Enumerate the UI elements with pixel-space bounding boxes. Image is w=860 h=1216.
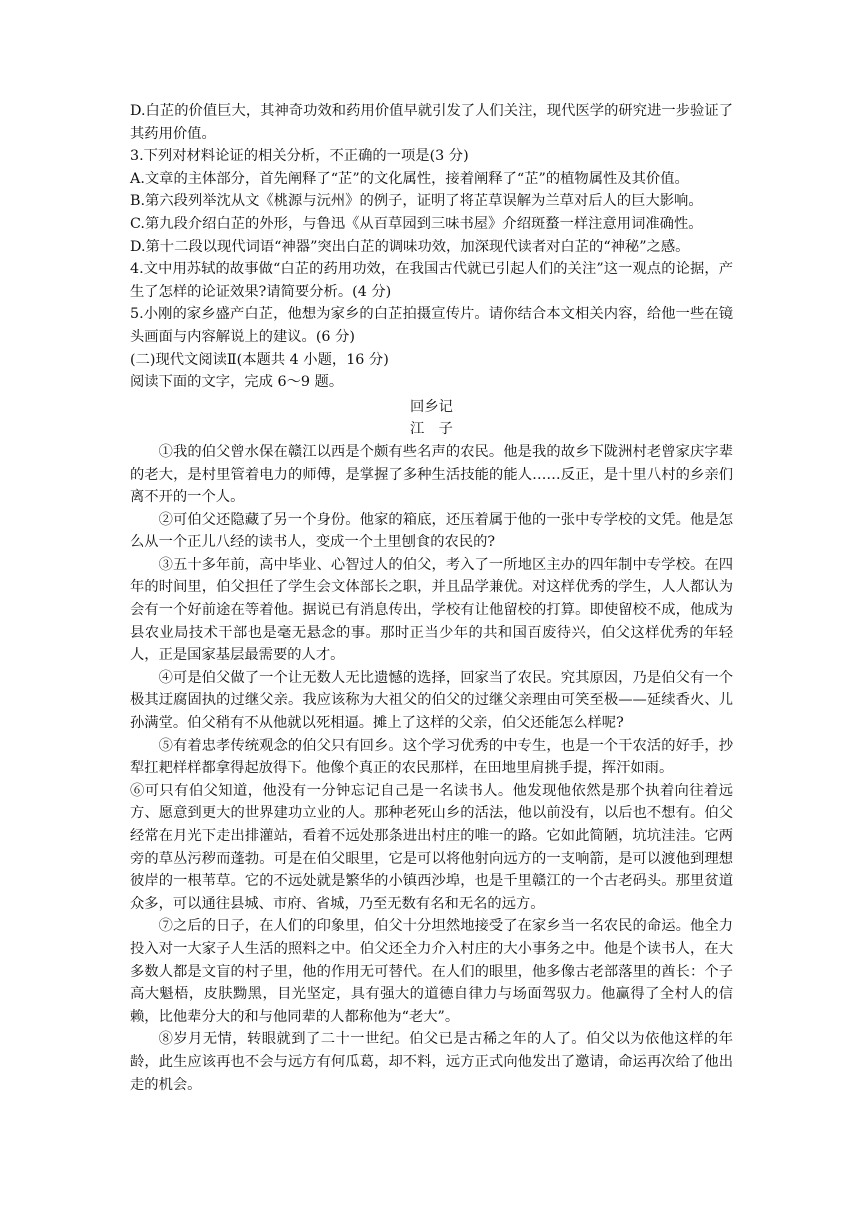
question-5: 5.小刚的家乡盛产白芷，他想为家乡的白芷拍摄宣传片。请你结合本文相关内容，给他一些在镜头画面与内容解说上的建议。(6 分) [130, 306, 733, 345]
paragraph-1: ①我的伯父曾水保在赣江以西是个颇有些名声的农民。他是我的故乡下陇洲村老曾家庆字辈的老大，是村里管着电力的师傅，是掌握了多种生活技能的能人……反正，是十里八村的乡亲们离不开的一个人。 [130, 443, 733, 506]
question-4: 4.文中用苏轼的故事做“白芷的药用功效，在我国古代就已引起人们的关注”这一观点的论据，产生了怎样的论证效果?请简要分析。(4 分) [130, 261, 733, 300]
article-author: 江子 [410, 421, 468, 438]
question-3: 3.下列对材料论证的相关分析，不正确的一项是(3 分) [130, 148, 469, 165]
paragraph-3: ③五十多年前，高中毕业、心智过人的伯父，考入了一所地区主办的四年制中专学校。在四年的时间里，伯父担任了学生会文体部长之职，并且品学兼优。对这样优秀的学生，人人都认为会有一个好前途在等着他。据说已有消息传出，学校有让他留校的打算。即使留校不成，他成为县农业局技术干部也是毫无悬念的事。那时正当少年的共和国百废待兴，伯父这样优秀的年轻人，正是国家基层最需要的人才。 [130, 556, 733, 664]
paragraph-8: ⑧岁月无情，转眼就到了二十一世纪。伯父已是古稀之年的人了。伯父以为依他这样的年龄，此生应该再也不会与远方有何瓜葛，却不料，远方正式向他发出了邀请，命运再次给了他出走的机会。 [130, 1031, 733, 1093]
paragraph-6: ⑥可只有伯父知道，他没有一分钟忘记自己是一名读书人。他发现他依然是那个执着向往着远方、愿意到更大的世界建功立业的人。那种老死山乡的活法，他以前没有，以后也不想有。伯父经常在月光下走出排灌站，看着不远处那条进出村庄的唯一的路。它如此简陋，坑坑洼洼。它两旁的草丛污秽而蓬勃。可是在伯父眼里，它是可以将他射向远方的一支响箭，是可以渡他到理想彼岸的一根苇草。它的不远处就是繁华的小镇西沙埠，也是千里赣江的一个古老码头。那里贫道众多，可以通往县城、市府、省城，乃至无数有名和无名的远方。 [130, 782, 733, 912]
document-page [130, 100, 733, 1096]
option-d: D.第十二段以现代词语“神器”突出白芷的调味功效，加深现代读者对白芷的“神秘”之感。 [130, 238, 690, 255]
option-c: C.第九段介绍白芷的外形，与鲁迅《从百草园到三味书屋》介绍斑蝥一样注意用词准确性。 [130, 215, 703, 232]
option-b: B.第六段列举沈从文《桃源与沅州》的例子，证明了将芷草误解为兰草对后人的巨大影响。 [130, 193, 703, 210]
option-d-text: D.白芷的价值巨大，其神奇功效和药用价值早就引发了人们关注，现代医学的研究进一步验证了其药用价值。 [130, 103, 733, 142]
paragraph-5: ⑤有着忠孝传统观念的伯父只有回乡。这个学习优秀的中专生，也是一个干农活的好手，抄犁扛耙样样都拿得起放得下。他像个真正的农民那样，在田地里肩挑手提，挥汗如雨。 [130, 737, 733, 777]
paragraph-7: ⑦之后的日子，在人们的印象里，伯父十分坦然地接受了在家乡当一名农民的命运。他全力投入对一大家子人生活的照料之中。伯父还全力介入村庄的大小事务之中。他是个读书人，在大多数人都是文盲的村子里，他的作用无可替代。在人们的眼里，他多像古老部落里的酋长：个子高大魁梧，皮肤黝黑，目光坚定，具有强大的道德自律力与场面驾驭力。他赢得了全村人的信赖，比他辈分大的和与他同辈的人都称他为“老大”。 [130, 918, 733, 1025]
option-a: A.文章的主体部分，首先阐释了“芷”的文化属性，接着阐释了“芷”的植物属性及其价值。 [130, 170, 689, 187]
section-heading: (二)现代文阅读Ⅱ(本题共 4 小题，16 分) [130, 351, 389, 368]
reading-instruction: 阅读下面的文字，完成 6～9 题。 [130, 374, 344, 391]
paragraph-4: ④可是伯父做了一个让无数人无比遗憾的选择，回家当了农民。究其原因，乃是伯父有一个极其迂腐固执的过继父亲。我应该称为大祖父的伯父的过继父亲理由可笑至极——延续香火、儿孙满堂。伯父稍有不从他就以死相逼。摊上了这样的父亲，伯父还能怎么样呢? [130, 669, 733, 732]
article-title: 回乡记 [410, 398, 453, 415]
paragraph-2: ②可伯父还隐藏了另一个身份。他家的箱底，还压着属于他的一张中专学校的文凭。他是怎么从一个正儿八经的读书人，变成一个土里刨食的农民的? [130, 511, 733, 551]
